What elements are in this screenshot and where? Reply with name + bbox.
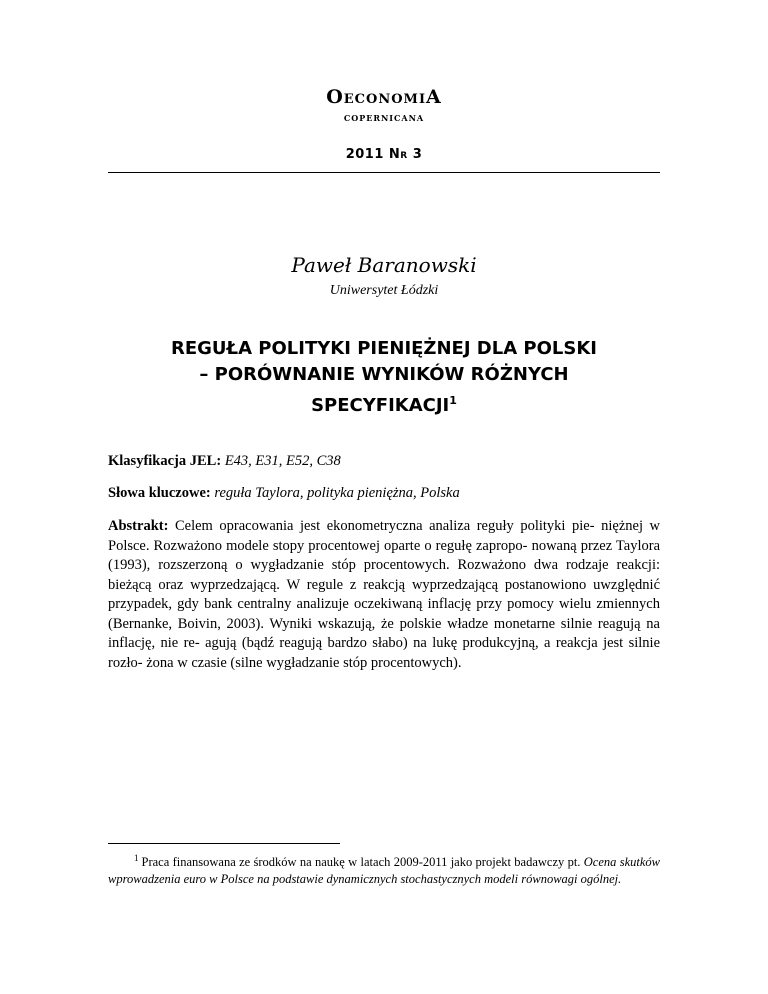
title-line-3	[0, 388, 768, 419]
author-affiliation: Uniwersytet Łódzki	[329, 283, 439, 298]
jel-classification	[108, 451, 660, 471]
abstract-line-4: Rozważono dwa rodzaje reakcji: bieżącą oraz wyprzedzającą. W regule z reakcją	[108, 557, 661, 593]
footnote-number: 1	[134, 853, 139, 863]
footnote-italic-text: Ocena skutków wprowadzenia euro w Polsce na podstawie dynamicznych stochastycznych modeli równowagi ogólnej.	[108, 855, 660, 886]
title-line-1: REGUŁA POLITYKI PIENIĘŻNEJ DLA POLSKI	[171, 338, 597, 359]
abstract-line-9: żona w czasie (silne wygładzanie stóp procentowych).	[146, 654, 462, 671]
title-footnote-mark: 1	[449, 394, 457, 407]
title-line-2: – PORÓWNANIE WYNIKÓW RÓŻNYCH	[199, 364, 569, 385]
abstract	[108, 517, 660, 673]
abstract-line-8: agują (bądź reagują bardzo słabo) na lukę produkcyjną, a reakcja jest silnie rozło-	[108, 635, 661, 671]
footnote-rule	[108, 843, 340, 844]
journal-name: OeconomiA	[326, 86, 442, 108]
abstract-line-7: Wyniki wskazują, że polskie władze monetarne silnie reagują na inflację, nie re-	[108, 615, 660, 651]
abstract-line-3: nowaną przez Taylora (1993), rozszerzoną o wygładzanie stóp procentowych.	[108, 537, 661, 573]
abstract-line-1: Celem opracowania jest ekonometryczna analiza reguły polityki pie-	[174, 518, 595, 534]
footnote	[108, 850, 660, 888]
keywords-label: Słowa kluczowe:	[108, 485, 211, 501]
journal-issue: 2011 Nr 3	[345, 147, 423, 162]
jel-label: Klasyfikacja JEL:	[108, 453, 222, 469]
keywords	[108, 483, 660, 503]
paper-title	[0, 336, 768, 419]
jel-value: E43, E31, E52, C38	[224, 453, 341, 469]
footnote-text: Praca finansowana ze środków na naukę w latach 2009-2011 jako projekt badawczy pt.	[141, 855, 581, 869]
abstract-line-6: oczekiwaną inflację przy pomocy wielu zmiennych (Bernanke, Boivin, 2003).	[108, 596, 660, 632]
abstract-line-5: wyprzedzającą postanowiono uwzględnić przypadek, gdy bank centralny analizuje	[108, 576, 660, 612]
abstract-label: Abstrakt:	[108, 518, 169, 534]
abstract-line-2: niężnej w Polsce. Rozważono modele stopy procentowej oparte o regułę zapropo-	[108, 518, 661, 554]
journal-subtitle: copernicana	[343, 110, 425, 124]
header-rule	[108, 172, 660, 173]
author-name: Paweł Baranowski	[291, 253, 477, 277]
keywords-value: reguła Taylora, polityka pieniężna, Polska	[214, 485, 460, 501]
title-line-3-text: SPECYFIKACJI	[311, 395, 450, 416]
